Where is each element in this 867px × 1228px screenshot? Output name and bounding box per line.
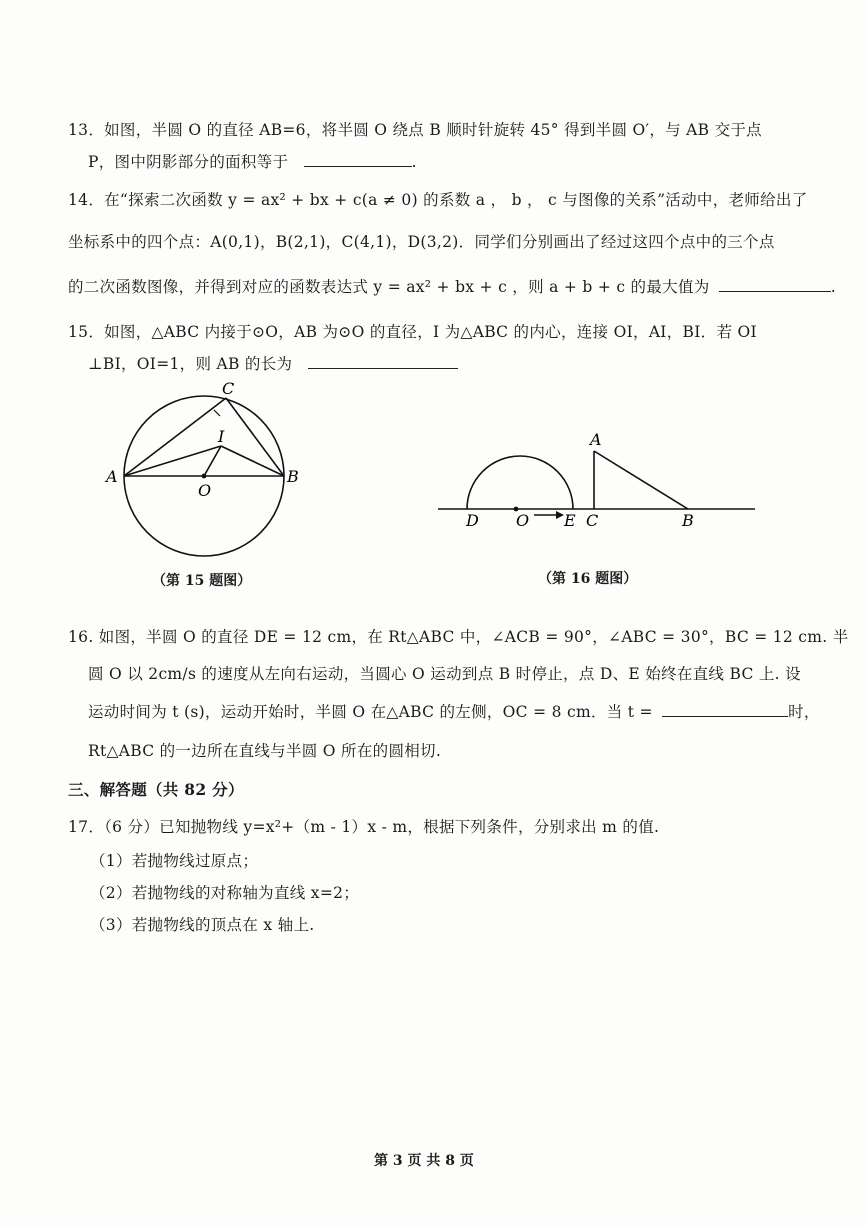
page-footer: 第 3 页 共 8 页 — [374, 1153, 474, 1169]
q14-line3-text: 的二次函数图像，并得到对应的函数表达式 y = ax² + bx + c ，则 a + b + c 的最大值为 — [68, 278, 710, 296]
fig15-caption: （第 15 题图） — [152, 573, 252, 589]
q15-line2-text: ⊥BI，OI=1，则 AB 的长为 — [88, 355, 293, 373]
fig15-center-point — [202, 474, 207, 479]
fig15-segment-bc — [226, 398, 284, 476]
fig15-label-i: I — [218, 427, 225, 446]
q15-line2 — [88, 352, 458, 374]
fig15-label-o: O — [198, 481, 212, 500]
fig15-tick-mark — [214, 410, 220, 416]
q15-answer-blank[interactable] — [308, 354, 458, 369]
fig16-segment-ab — [594, 451, 688, 509]
q14-line3 — [68, 275, 836, 297]
q16-line3 — [88, 700, 820, 722]
figure-16 — [430, 425, 760, 535]
fig16-label-d: D — [466, 511, 479, 530]
q16-line3-end: 时， — [788, 703, 820, 721]
q13-line1: 13．如图，半圆 O 的直径 AB=6，将半圆 O 绕点 B 顺时针旋转 45° 得到半圆 O′，与 AB 交于点 — [68, 121, 762, 139]
q14-line1: 14．在“探索二次函数 y = ax² + bx + c(a ≠ 0) 的系数 a ， b ， c 与图像的关系”活动中，老师给出了 — [68, 191, 808, 209]
fig15-label-c: C — [222, 380, 235, 398]
fig16-label-e: E — [564, 511, 576, 530]
fig16-label-b: B — [682, 511, 694, 530]
q14-end: . — [830, 278, 837, 296]
q15-line1: 15．如图，△ABC 内接于⊙O，AB 为⊙O 的直径，I 为△ABC 的内心，连接 OI，AI，BI．若 OI — [68, 323, 757, 341]
q17-sub-3: （3）若抛物线的顶点在 x 轴上. — [90, 916, 315, 934]
q17-stem: 17．（6 分）已知抛物线 y=x²+（m - 1）x - m，根据下列条件，分别求出 m 的值. — [68, 818, 660, 836]
q13-line2 — [88, 150, 417, 172]
section-3-heading: 三、解答题（共 82 分） — [68, 780, 244, 799]
fig16-label-a: A — [590, 430, 602, 449]
q14-line2: 坐标系中的四个点：A(0,1)，B(2,1)，C(4,1)，D(3,2)．同学们分别画出了经过这四个点中的三个点 — [68, 233, 775, 251]
q16-line4: Rt△ABC 的一边所在直线与半圆 O 所在的圆相切. — [88, 742, 442, 760]
figure-15 — [100, 380, 310, 570]
q13-answer-blank[interactable] — [304, 152, 412, 167]
q16-answer-blank[interactable] — [662, 702, 788, 717]
fig16-label-c: C — [586, 511, 599, 530]
fig16-semicircle — [467, 456, 573, 509]
q16-line3-text: 运动时间为 t (s)，运动开始时，半圆 O 在△ABC 的左侧，OC = 8 cm．当 t = — [88, 703, 653, 721]
q16-line2: 圆 O 以 2cm/s 的速度从左向右运动，当圆心 O 运动到点 B 时停止，点 D、E 始终在直线 BC 上. 设 — [88, 665, 801, 683]
fig16-label-o: O — [516, 511, 530, 530]
q13-line2-text: P，图中阴影部分的面积等于 — [88, 153, 289, 171]
fig16-caption: （第 16 题图） — [538, 571, 638, 587]
q17-sub-2: （2）若抛物线的对称轴为直线 x=2； — [90, 884, 360, 902]
fig16-arrow-head — [556, 511, 564, 519]
q16-line1: 16. 如图，半圆 O 的直径 DE = 12 cm，在 Rt△ABC 中，∠ACB = 90°，∠ABC = 30°，BC = 12 cm. 半 — [68, 628, 849, 646]
fig15-segment-bi — [221, 446, 284, 476]
q14-answer-blank[interactable] — [719, 277, 831, 292]
fig15-label-b: B — [287, 467, 299, 486]
q17-sub-1: （1）若抛物线过原点； — [90, 852, 259, 870]
q13-end: . — [411, 153, 417, 171]
fig15-label-a: A — [106, 467, 118, 486]
